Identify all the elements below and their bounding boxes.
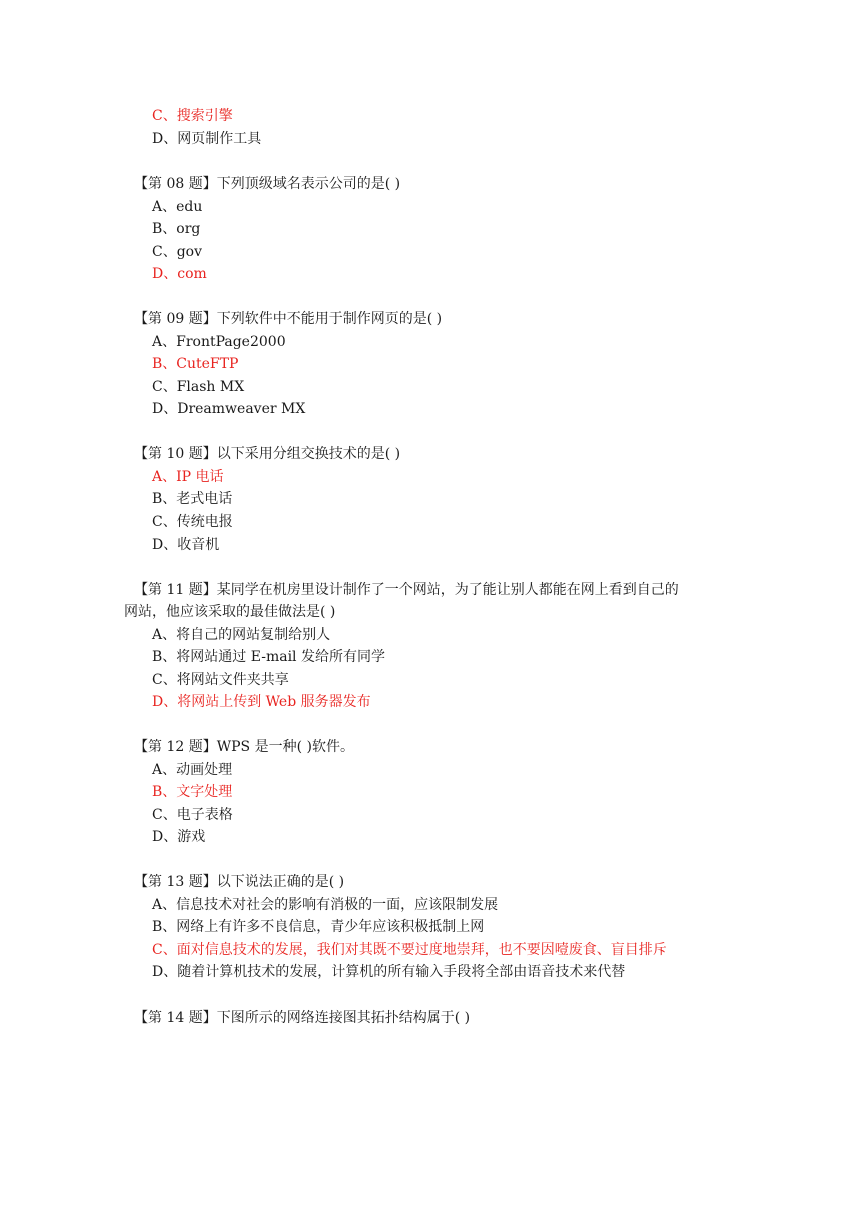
question-14-stem <box>134 1008 470 1028</box>
question-number: 【第 08 题】 <box>134 176 217 192</box>
question-08-stem <box>134 174 400 194</box>
question-text: 下列顶级域名表示公司的是( ) <box>216 176 401 192</box>
question-12-option-d: D、游戏 <box>152 829 206 845</box>
question-text: 以下采用分组交换技术的是( ) <box>216 446 401 462</box>
question-12-option-a: A、动画处理 <box>152 762 233 778</box>
question-number: 【第 09 题】 <box>134 311 217 327</box>
question-09-option-c: C、Flash MX <box>152 379 245 395</box>
question-10-option-a: A、IP 电话 <box>152 469 224 485</box>
question-12-stem <box>134 737 354 757</box>
question-13-option-d: D、随着计算机技术的发展，计算机的所有输入手段将全部由语音技术来代替 <box>152 964 626 980</box>
question-10-option-b: B、老式电话 <box>152 491 233 507</box>
question-text: 以下说法正确的是( ) <box>216 874 345 890</box>
question-11-option-a: A、将自己的网站复制给别人 <box>152 627 331 643</box>
question-09-option-b: B、CuteFTP <box>152 356 239 372</box>
question-text: 下列软件中不能用于制作网页的是( ) <box>216 311 443 327</box>
question-text: 某同学在机房里设计制作了一个网站，为了能让别人都能在网上看到自己的 <box>216 582 679 598</box>
question-09-option-d: D、Dreamweaver MX <box>152 401 306 417</box>
question-12-option-c: C、电子表格 <box>152 807 233 823</box>
question-09-stem <box>134 309 442 329</box>
question-11-option-d: D、将网站上传到 Web 服务器发布 <box>152 694 371 710</box>
question-number: 【第 14 题】 <box>134 1010 217 1026</box>
question-13-option-c: C、面对信息技术的发展，我们对其既不要过度地崇拜，也不要因噎废食、盲目排斥 <box>152 942 667 958</box>
option-top-c: C、搜索引擎 <box>152 108 233 124</box>
question-12-option-b: B、文字处理 <box>152 784 233 800</box>
question-number: 【第 11 题】 <box>134 582 217 598</box>
question-number: 【第 13 题】 <box>134 874 217 890</box>
question-13-option-a: A、信息技术对社会的影响有消极的一面，应该限制发展 <box>152 897 499 913</box>
question-13-stem <box>134 872 344 892</box>
question-11-option-c: C、将网站文件夹共享 <box>152 672 289 688</box>
question-number: 【第 10 题】 <box>134 446 217 462</box>
question-11-option-b: B、将网站通过 E-mail 发给所有同学 <box>152 649 385 665</box>
question-13-option-b: B、网络上有许多不良信息，青少年应该积极抵制上网 <box>152 919 485 935</box>
question-text: 下图所示的网络连接图其拓扑结构属于( ) <box>216 1010 471 1026</box>
question-08-option-d: D、com <box>152 266 207 282</box>
question-text: WPS 是一种( )软件。 <box>216 739 354 755</box>
question-10-option-c: C、传统电报 <box>152 514 233 530</box>
question-number: 【第 12 题】 <box>134 739 217 755</box>
question-10-stem <box>134 444 400 464</box>
question-08-option-b: B、org <box>152 221 201 237</box>
question-10-option-d: D、收音机 <box>152 537 220 553</box>
question-08-option-a: A、edu <box>152 199 203 215</box>
question-09-option-a: A、FrontPage2000 <box>152 334 286 350</box>
question-08-option-c: C、gov <box>152 244 203 260</box>
question-11-stem <box>134 580 679 600</box>
question-11-stem-continued: 网站，他应该采取的最佳做法是( ) <box>124 604 336 620</box>
option-top-d: D、网页制作工具 <box>152 131 262 147</box>
